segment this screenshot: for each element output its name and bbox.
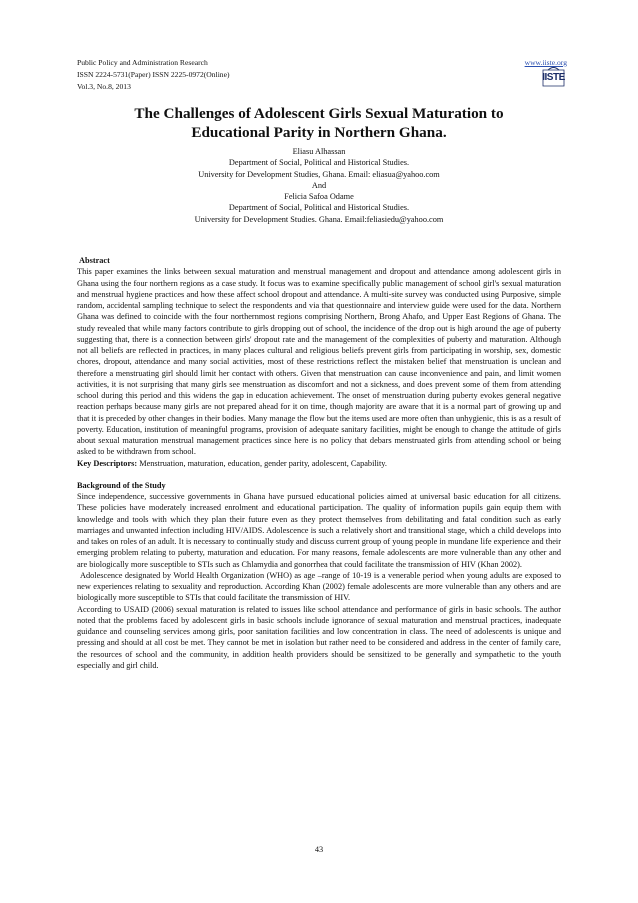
background-paragraph-2: Adolescence designated by World Health Organization (WHO) as age –range of 10-19 is a venerable period when young adults are exposed to new experiences relating to sexuality and reproduction. According Khan (2002) female adolescents are more vulnerable than any others and are biologically more susceptible to STIs that could facilitate the transmission of HIV. — [77, 570, 561, 603]
author2-department: Department of Social, Political and Historical Studies. — [228, 203, 410, 213]
journal-issn: ISSN 2224-5731(Paper) ISSN 2225-0972(Online) — [77, 70, 230, 79]
logo-text: IISTE — [542, 72, 565, 83]
keywords-line — [77, 458, 561, 469]
page-number: 43 — [314, 845, 324, 854]
author-block — [77, 146, 561, 225]
abstract-heading: Abstract — [79, 256, 110, 265]
journal-header — [77, 57, 567, 93]
title-line-2: Educational Parity in Northern Ghana. — [191, 124, 447, 141]
background-paragraph-3: According to USAID (2006) sexual maturation is related to issues like school attendance and performance of girls in basic schools. The author noted that the problems faced by adolescent girls in basic schools include ignorance of sexual maturation and menstrual practices, inadequate guidance and counseling services among girls, poor sanitation facilities and low concentration in class. The need of adolescents is unique and pressing and should at all cost be met. They cannot be met in isolation but rather need to be considered and address in the center of family care, the resources of school and the community, in addition health providers should be sensitized to be generally and sympathetic to the youth especially and girl child. — [77, 604, 561, 670]
journal-volume: Vol.3, No.8, 2013 — [77, 82, 131, 91]
paper-title — [77, 104, 561, 142]
author-separator: And — [311, 180, 327, 190]
keywords-text: Menstruation, maturation, education, gender parity, adolescent, Capability. — [137, 458, 387, 468]
author1-affiliation: University for Development Studies, Ghana. Email: eliasua@yahoo.com — [198, 169, 440, 179]
background-heading: Background of the Study — [77, 480, 166, 490]
author1-department: Department of Social, Political and Historical Studies. — [228, 158, 410, 168]
abstract-text: This paper examines the links between sexual maturation and menstrual management and dropout and attendance among adolescent girls in Ghana using the four northern regions as a case study. It focus was to examine specifically public management of school girl's sexual maturation and menstrual hygiene practices and how these affect school dropout and attendance. A multi-site survey was conducted using Purposive, simple random, accidental sampling technique to select the respondents and via that questionnaire and interview guide were used for the data. Northern Ghana was defined to coincide with the four northernmost regions comprising Northern, Brong Ahafo, and Upper East Regions of Ghana. The study revealed that while many factors contribute to girls dropping out of school, the incidence of the drop out is high around the age of puberty suggesting that, there is a connection between girls' dropout rate and the management of the complexities of puberty and maturation. Although not all beliefs are reflected in practices, in many places cultural and religious beliefs prevent girls from participating in worship, sex, domestic chores, dropout, attendance and many social activities, most of these restrictions reflect the mistaken belief that menstruation is unclean and therefore a menstruating girl should limit her contact with others. Given that menstruation can cause inconvenience and pain, and limit women activities, it is not surprising that many girls see menstruation as discomfort and not a sickness, and does prevent some of them from attending school during this period and this widens the gap in education achievement. The onset of menstruation during puberty evokes general negative reaction perhaps because many girls are not prepared ahead for it on time, though majority are aware that it is a normal part of growing up and that it is preceded by other changes in their bodies. Many manage the flow but the items used are more often than unhygienic, this is as a result of poverty. Education, institution of meaningful programs, provision of adequate sanitary facilities, might be enough to change the attitude of girls about sexual maturation menstrual management practices since here is no policy that debars menstruated girls from attending school or being asked to be withdrawn from school. — [77, 267, 561, 457]
journal-name: Public Policy and Administration Research — [77, 58, 208, 67]
paper-body — [77, 255, 561, 671]
iiste-logo — [540, 66, 567, 90]
keywords-label: Key Descriptors: — [77, 458, 138, 468]
author2-name: Felicia Safoa Odame — [284, 192, 354, 202]
background-paragraph-1: Since independence, successive governments in Ghana have pursued educational policies aimed at universal basic education for all citizens. These policies have moderately increased enrolment and educational participation. The quality of information pupils gain equip them with knowledge and tools with which they plan their future even as they protect themselves from debilitating and fatal condition such as early marriages and unwanted infection including HIV/AIDS. Adolescence is such a relatively short and transitional stage, which a child develops into and takes on roles of an adult. It is necessary to continually study and discuss current group of young people in mundane life experience and their emerging problem relating to puberty, maturation and education. For many reasons, female adolescents are more vulnerable than any other and are biologically more susceptible to STIs such as Chlamydia and gonorrhea that could facilitate the transmission of HIV (Khan 2002). — [77, 492, 561, 569]
journal-url-link[interactable]: www.iiste.org — [524, 58, 567, 67]
title-line-1: The Challenges of Adolescent Girls Sexual Maturation to — [134, 105, 504, 122]
author2-affiliation: University for Development Studies. Ghana. Email:feliasiedu@yahoo.com — [194, 214, 444, 224]
author1-name: Eliasu Alhassan — [292, 147, 346, 156]
